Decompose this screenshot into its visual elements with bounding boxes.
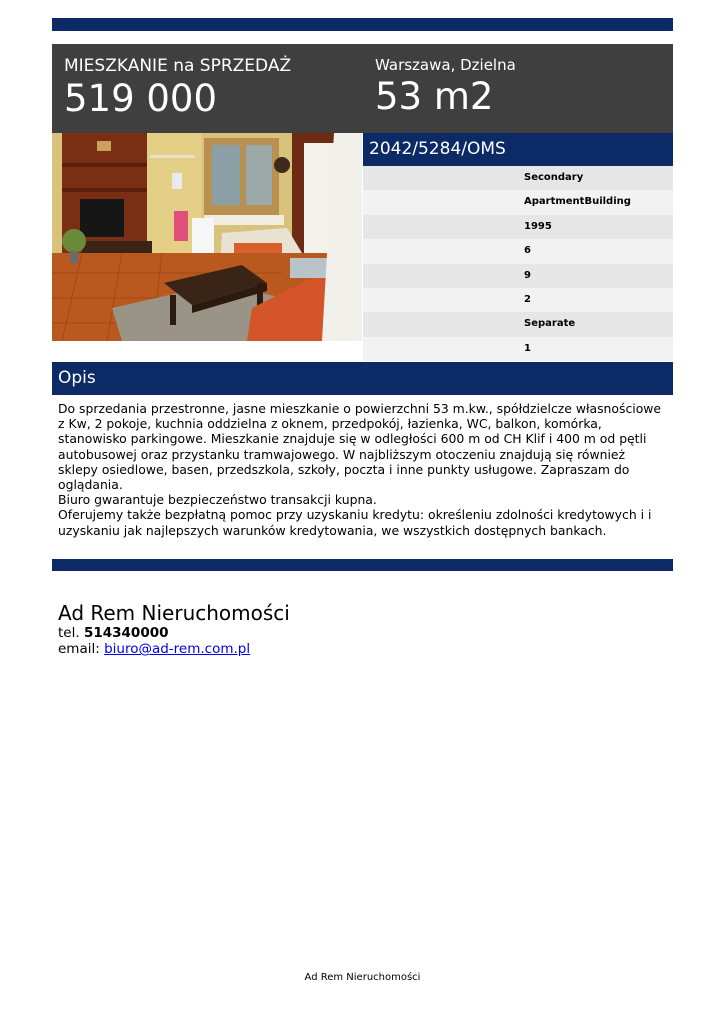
description-heading: Opis xyxy=(52,362,673,395)
top-divider xyxy=(52,18,673,31)
property-row-year-built: 1995 xyxy=(363,215,673,239)
agency-contact xyxy=(58,601,290,657)
email-label: email: xyxy=(58,641,100,657)
property-row-rooms: 2 xyxy=(363,288,673,312)
page-footer: Ad Rem Nieruchomości xyxy=(304,972,421,983)
description-paragraph: Oferujemy także bezpłatną pomoc przy uzyskaniu kredytu: określeniu zdolności kredytowych i i uzyskaniu jak najlepszych warunków kredytowania, we wszystkich dostępnych bankach. xyxy=(58,507,652,538)
listing-reference-number: 2042/5284/OMS xyxy=(363,133,673,166)
phone-number[interactable]: 514340000 xyxy=(83,625,169,641)
property-row-floors-total: 9 xyxy=(363,264,673,288)
apartment-photo xyxy=(52,133,362,341)
property-row-market: Secondary xyxy=(363,166,673,190)
price: 519 000 xyxy=(64,77,218,120)
description-text xyxy=(58,401,668,538)
property-row-floor: 6 xyxy=(363,239,673,263)
section-divider xyxy=(52,559,673,571)
location: Warszawa, Dzielna xyxy=(375,56,516,74)
offer-label: MIESZKANIE na SPRZEDAŻ xyxy=(64,56,292,76)
agency-phone xyxy=(58,625,290,641)
price-block xyxy=(64,56,291,120)
property-row-bathrooms: 1 xyxy=(363,337,673,361)
phone-label: tel. xyxy=(58,625,80,641)
agency-name: Ad Rem Nieruchomości xyxy=(58,601,290,625)
email-link[interactable]: biuro@ad-rem.com.pl xyxy=(104,641,251,657)
living-room-photo-illustration xyxy=(52,133,362,341)
description-paragraph: Biuro gwarantuje bezpieczeństwo transakcji kupna. xyxy=(58,492,377,508)
property-details-list xyxy=(363,166,673,361)
listing-header xyxy=(52,44,673,133)
property-row-kitchen: Separate xyxy=(363,312,673,336)
agency-email xyxy=(58,641,290,657)
description-paragraph: Do sprzedania przestronne, jasne mieszkanie o powierzchni 53 m.kw., spółdzielcze własnościowe z Kw, 2 pokoje, kuchnia oddzielna z oknem, przedpokój, łazienka, WC, balkon, komórka, stanowisko parkingowe. Mieszkanie znajduje się w odległości 600 m od CH Klif i 400 m od pętli autobusowej oraz przystanku tramwajowego. W najbliższym otoczeniu znajdują się również sklepy osiedlowe, basen, przedszkola, szkoły, poczta i inne punkty usługowe. Zapraszam do oglądania. xyxy=(58,401,662,493)
property-row-building-type: ApartmentBuilding xyxy=(363,190,673,214)
location-block xyxy=(375,56,516,118)
area: 53 m2 xyxy=(375,75,494,118)
